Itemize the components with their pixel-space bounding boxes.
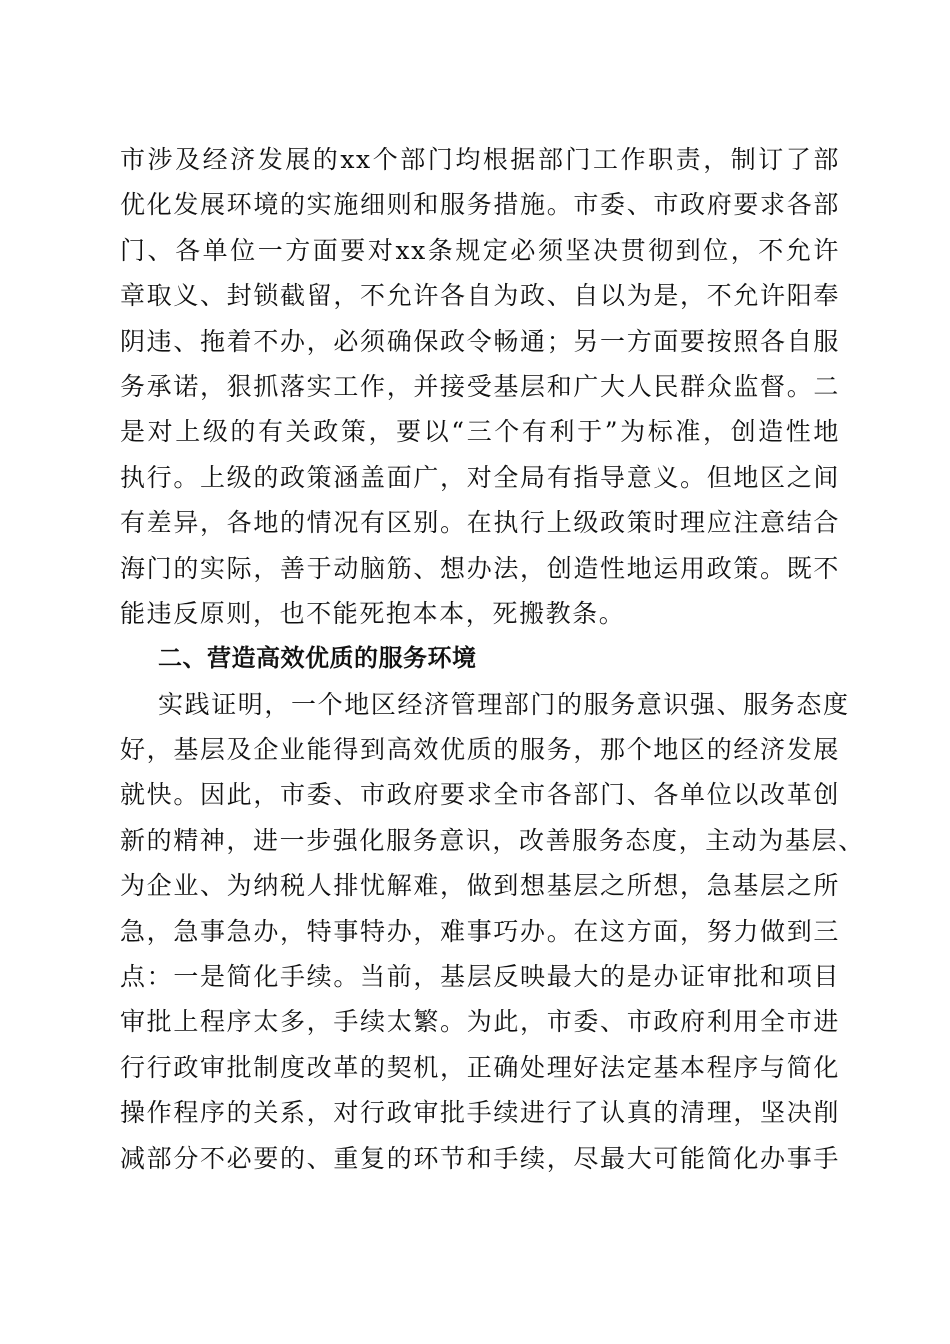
text-line: 执行。上级的政策涵盖面广，对全局有指导意义。但地区之间	[120, 462, 840, 492]
document-body	[120, 137, 865, 1181]
text-line: 实践证明，一个地区经济管理部门的服务意识强、服务态度	[158, 689, 850, 719]
text-line: 务承诺，狠抓落实工作，并接受基层和广大人民群众监督。二	[120, 371, 840, 401]
text-line: 市涉及经济发展的xx个部门均根据部门工作职责，制订了部	[120, 145, 840, 174]
text-line: 行行政审批制度改革的契机，正确处理好法定基本程序与简化	[120, 1052, 840, 1082]
text-line: 优化发展环境的实施细则和服务措施。市委、市政府要求各部	[120, 190, 840, 220]
text-line: 章取义、封锁截留，不允许各自为政、自以为是，不允许阳奉	[120, 281, 840, 311]
text-line: 就快。因此，市委、市政府要求全市各部门、各单位以改革创	[120, 780, 840, 810]
text-line: 操作程序的关系，对行政审批手续进行了认真的清理，坚决削	[120, 1098, 840, 1128]
text-line: 减部分不必要的、重复的环节和手续，尽最大可能简化办事手	[120, 1143, 840, 1173]
text-line: 门、各单位一方面要对xx条规定必须坚决贯彻到位，不允许	[120, 235, 840, 265]
text-line: 海门的实际，善于动脑筋、想办法，创造性地运用政策。既不	[120, 553, 840, 583]
text-line: 审批上程序太多，手续太繁。为此，市委、市政府利用全市进	[120, 1007, 840, 1037]
section-heading: 二、营造高效优质的服务环境	[158, 644, 477, 673]
text-line: 阴违、拖着不办，必须确保政令畅通；另一方面要按照各自服	[120, 326, 840, 356]
text-line: 有差异，各地的情况有区别。在执行上级政策时理应注意结合	[120, 508, 840, 538]
paragraph-2	[120, 682, 865, 1181]
paragraph-1	[120, 137, 840, 636]
text-line: 点：一是简化手续。当前，基层反映最大的是办证审批和项目	[120, 962, 840, 992]
text-line: 新的精神，进一步强化服务意识，改善服务态度，主动为基层、	[120, 825, 865, 855]
text-line: 急，急事急办，特事特办，难事巧办。在这方面，努力做到三	[120, 916, 840, 946]
text-line: 好，基层及企业能得到高效优质的服务，那个地区的经济发展	[120, 735, 840, 765]
text-line: 是对上级的有关政策，要以“三个有利于”为标准，创造性地	[120, 417, 840, 447]
text-line: 能违反原则，也不能死抱本本，死搬教条。	[120, 598, 626, 628]
text-line: 为企业、为纳税人排忧解难，做到想基层之所想，急基层之所	[120, 871, 840, 901]
